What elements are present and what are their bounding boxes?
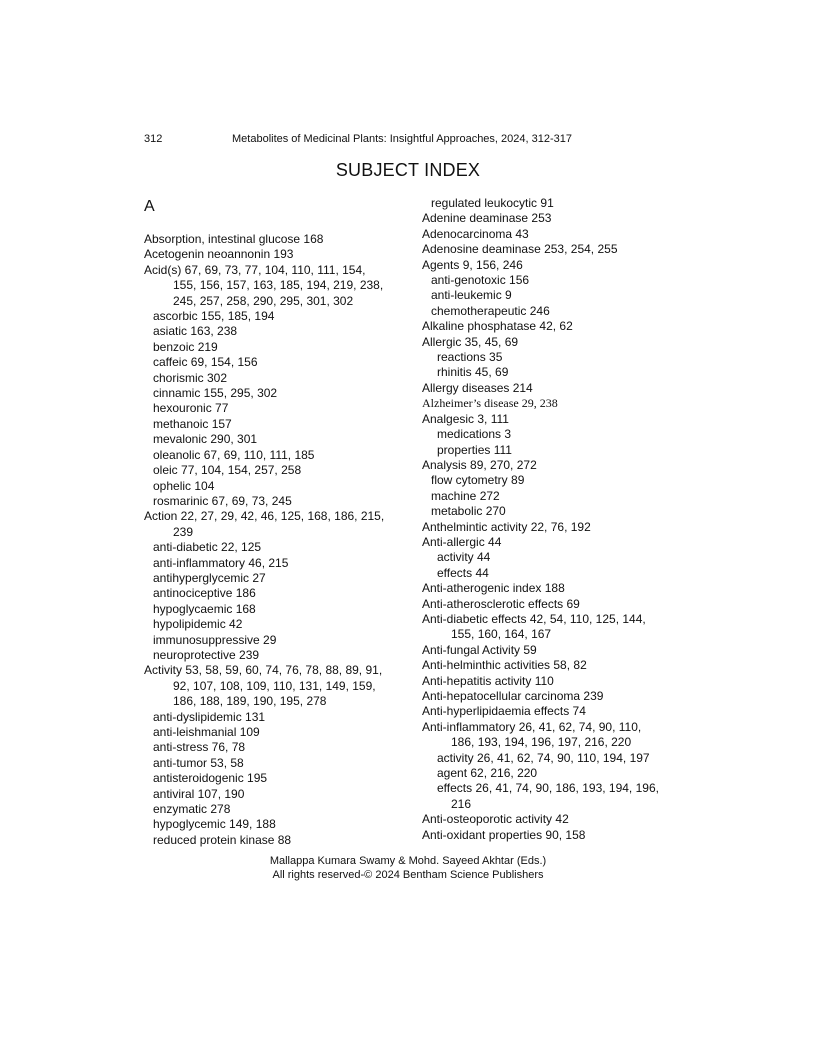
section-letter: A xyxy=(144,198,155,215)
index-subentry: activity 44 xyxy=(437,550,491,565)
index-subentry: anti-dyslipidemic 131 xyxy=(153,709,266,724)
index-subentry: medications 3 xyxy=(437,427,512,442)
index-subentry: methanoic 157 xyxy=(153,416,232,431)
index-entry-continuation: 92, 107, 108, 109, 110, 131, 149, 159, xyxy=(173,678,376,693)
index-subentry: benzoic 219 xyxy=(153,339,218,354)
index-entry: Anti-hyperlipidaemia effects 74 xyxy=(422,704,586,719)
index-subentry: chemotherapeutic 246 xyxy=(431,303,550,318)
index-entry-continuation: 186, 193, 194, 196, 197, 216, 220 xyxy=(451,735,632,750)
index-subentry: anti-leishmanial 109 xyxy=(153,725,260,739)
index-subentry: ascorbic 155, 185, 194 xyxy=(153,309,275,324)
index-subentry: anti-genotoxic 156 xyxy=(431,273,530,288)
index-subentry: cinnamic 155, 295, 302 xyxy=(153,386,278,401)
index-entry-continuation: 216 xyxy=(451,796,472,811)
index-subentry: caffeic 69, 154, 156 xyxy=(153,355,258,370)
index-entry: Anti-allergic 44 xyxy=(422,534,502,549)
index-subentry: hypoglycemic 149, 188 xyxy=(153,817,276,832)
index-subentry: asiatic 163, 238 xyxy=(153,324,238,339)
index-subentry: rosmarinic 67, 69, 73, 245 xyxy=(153,493,292,508)
index-entry: Allergic 35, 45, 69 xyxy=(422,334,519,349)
index-entry: Adenine deaminase 253 xyxy=(422,211,552,226)
index-entry-continuation: 155, 156, 157, 163, 185, 194, 219, 238, xyxy=(173,278,384,293)
index-column-left xyxy=(144,196,404,848)
index-entry: Analysis 89, 270, 272 xyxy=(422,457,537,472)
index-subentry: antihyperglycemic 27 xyxy=(153,570,266,585)
index-entry: Acetogenin neoannonin 193 xyxy=(144,247,294,262)
index-subentry: oleic 77, 104, 154, 257, 258 xyxy=(153,463,302,478)
index-entry: Adenocarcinoma 43 xyxy=(422,226,529,241)
index-entry-continuation: 155, 160, 164, 167 xyxy=(451,627,552,642)
index-subentry: immunosuppressive 29 xyxy=(153,632,277,647)
index-column-right xyxy=(422,196,682,843)
index-entry: Alkaline phosphatase 42, 62 xyxy=(422,319,573,334)
index-subentry: antiviral 107, 190 xyxy=(153,786,245,801)
index-entry: Anti-fungal Activity 59 xyxy=(422,642,537,657)
index-entry: Absorption, intestinal glucose 168 xyxy=(144,232,324,246)
index-entry: Anti-hepatitis activity 110 xyxy=(422,673,554,688)
index-entry-continuation: 245, 257, 258, 290, 295, 301, 302 xyxy=(173,293,354,308)
page-number: 312 xyxy=(144,133,163,145)
index-entry: Anti-helminthic activities 58, 82 xyxy=(422,658,587,673)
index-entry: Anti-hepatocellular carcinoma 239 xyxy=(422,689,604,703)
footer-rights: All rights reserved-© 2024 Bentham Science Publishers xyxy=(272,869,544,881)
index-entry: Anti-atherogenic index 188 xyxy=(422,581,565,596)
index-subentry: effects 44 xyxy=(437,565,489,580)
index-subentry: neuroprotective 239 xyxy=(153,647,260,662)
index-subentry: effects 26, 41, 74, 90, 186, 193, 194, 196, xyxy=(437,781,659,796)
running-head: Metabolites of Medicinal Plants: Insightful Approaches, 2024, 312-317 xyxy=(232,133,572,145)
footer-editors: Mallappa Kumara Swamy & Mohd. Sayeed Akhtar (Eds.) xyxy=(269,855,547,867)
index-subentry: antinociceptive 186 xyxy=(153,586,256,601)
index-entry: Analgesic 3, 111 xyxy=(422,411,509,426)
index-subentry: anti-tumor 53, 58 xyxy=(153,755,244,770)
index-subentry: ophelic 104 xyxy=(153,478,215,493)
index-subentry: agent 62, 216, 220 xyxy=(437,766,538,781)
index-entry: Alzheimer’s disease 29, 238 xyxy=(422,396,558,411)
index-subentry: metabolic 270 xyxy=(431,504,506,519)
index-subentry: anti-leukemic 9 xyxy=(431,288,512,303)
index-subentry: rhinitis 45, 69 xyxy=(437,365,509,380)
index-subentry: reactions 35 xyxy=(437,350,503,365)
index-subentry: antisteroidogenic 195 xyxy=(153,771,268,786)
index-entry-continuation: 186, 188, 189, 190, 195, 278 xyxy=(173,694,327,709)
index-entry: Allergy diseases 214 xyxy=(422,380,533,395)
index-subentry: flow cytometry 89 xyxy=(431,473,525,488)
index-subentry: machine 272 xyxy=(431,488,500,503)
index-entry: Anti-diabetic effects 42, 54, 110, 125, 144, xyxy=(422,611,646,626)
index-subentry: anti-diabetic 22, 125 xyxy=(153,540,262,555)
index-subentry: enzymatic 278 xyxy=(153,802,231,817)
index-list-left xyxy=(144,232,404,848)
index-subentry: hypoglycaemic 168 xyxy=(153,601,256,616)
index-entry: Anti-inflammatory 26, 41, 62, 74, 90, 110, xyxy=(422,719,642,734)
index-list-right xyxy=(422,196,682,843)
index-entry: Anti-osteoporotic activity 42 xyxy=(422,812,569,827)
index-subentry: oleanolic 67, 69, 110, 111, 185 xyxy=(153,447,315,462)
index-entry: Action 22, 27, 29, 42, 46, 125, 168, 186, 215, xyxy=(144,509,385,524)
index-entry: Anti-oxidant properties 90, 158 xyxy=(422,827,586,842)
index-subentry: properties 111 xyxy=(437,442,512,457)
index-subentry: hexouronic 77 xyxy=(153,401,229,416)
index-entry: Acid(s) 67, 69, 73, 77, 104, 110, 111, 154, xyxy=(144,262,366,277)
index-subentry: reduced protein kinase 88 xyxy=(153,832,292,847)
page-title: SUBJECT INDEX xyxy=(335,160,481,180)
index-entry: Activity 53, 58, 59, 60, 74, 76, 78, 88, 89, 91, xyxy=(144,663,383,678)
index-entry: Agents 9, 156, 246 xyxy=(422,257,523,272)
index-entry: Adenosine deaminase 253, 254, 255 xyxy=(422,242,618,257)
index-subentry: activity 26, 41, 62, 74, 90, 110, 194, 197 xyxy=(437,750,650,765)
index-entry: Anti-atherosclerotic effects 69 xyxy=(422,596,580,611)
index-subentry: hypolipidemic 42 xyxy=(153,617,243,632)
index-entry-continuation: 239 xyxy=(173,524,194,539)
index-subentry: mevalonic 290, 301 xyxy=(153,432,258,447)
index-entry: Anthelmintic activity 22, 76, 192 xyxy=(422,519,591,534)
index-subentry: anti-stress 76, 78 xyxy=(153,740,246,755)
index-subentry: anti-inflammatory 46, 215 xyxy=(153,555,289,570)
index-subentry: regulated leukocytic 91 xyxy=(431,196,554,210)
index-subentry: chorismic 302 xyxy=(153,370,228,385)
